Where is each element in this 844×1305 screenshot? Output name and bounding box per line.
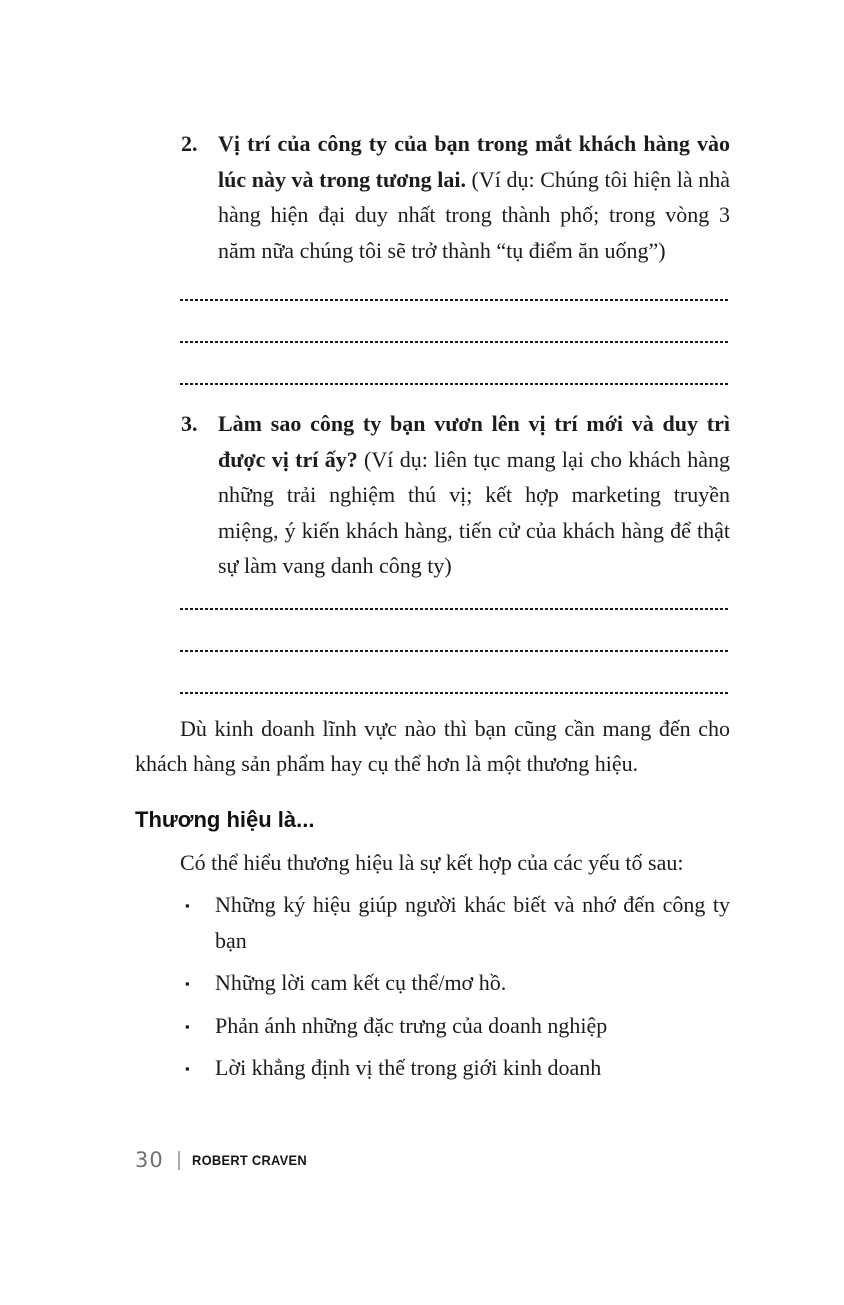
answer-line [180, 608, 730, 610]
answer-lines-group-1 [135, 299, 730, 385]
bullet-item [135, 965, 730, 1001]
bullet-list [135, 887, 730, 1086]
section-heading: Thương hiệu là... [135, 806, 315, 832]
answer-lines-group-2 [135, 608, 730, 694]
numbered-item-3 [135, 406, 730, 584]
bullet-square-icon: ▪ [185, 898, 190, 913]
bullet-item [135, 887, 730, 958]
answer-line [180, 692, 730, 694]
answer-line [180, 650, 730, 652]
item-detail: (Ví dụ: liên tục mang lại cho khách hàng những trải nghiệm thú vị; kết hợp marketing truyền miệng, ý kiến khách hàng, tiến cử của khách hàng để thật sự làm vang danh công ty) [218, 446, 730, 578]
bullet-square-icon: ▪ [185, 1018, 190, 1034]
bullet-square-icon: ▪ [185, 976, 190, 991]
body-paragraph: Dù kinh doanh lĩnh vực nào thì bạn cũng cần mang đến cho khách hàng sản phẩm hay cụ thể hơn là một thương hiệu. [135, 715, 730, 776]
bullet-text: Những lời cam kết cụ thể/mơ hồ. [215, 970, 507, 995]
item-number: 3. [181, 411, 198, 436]
bullet-text: Lời khẳng định vị thế trong giới kinh doanh [215, 1055, 602, 1080]
bullet-text: Những ký hiệu giúp người khác biết và nhớ đến công ty bạn [215, 892, 730, 953]
bullet-item [135, 1008, 730, 1044]
page-footer [135, 1148, 317, 1172]
answer-line [180, 341, 730, 343]
section-intro: Có thể hiểu thương hiệu là sự kết hợp của các yếu tố sau: [180, 849, 684, 875]
bullet-item [135, 1050, 730, 1086]
bullet-text: Phản ánh những đặc trưng của doanh nghiệp [215, 1012, 608, 1038]
item-bold-lead: Vị trí của công ty của bạn trong mắt khách hàng vào lúc này và trong tương lai. [218, 131, 730, 192]
item-bold-lead: Làm sao công ty bạn vươn lên vị trí mới và duy trì được vị trí ấy? [218, 411, 730, 472]
footer-divider [178, 1151, 180, 1170]
footer-author: ROBERT CRAVEN [191, 1152, 307, 1168]
item-detail: (Ví dụ: Chúng tôi hiện là nhà hàng hiện đại duy nhất trong thành phố; trong vòng 3 năm nữa chúng tôi sẽ trở thành “tụ điểm ăn uống”) [218, 166, 731, 263]
bullet-square-icon: ▪ [185, 1061, 190, 1076]
answer-line [180, 383, 730, 385]
numbered-item-2 [135, 126, 730, 268]
answer-line [180, 299, 730, 301]
item-number: 2. [181, 131, 198, 156]
page-number: 30 [135, 1148, 164, 1172]
